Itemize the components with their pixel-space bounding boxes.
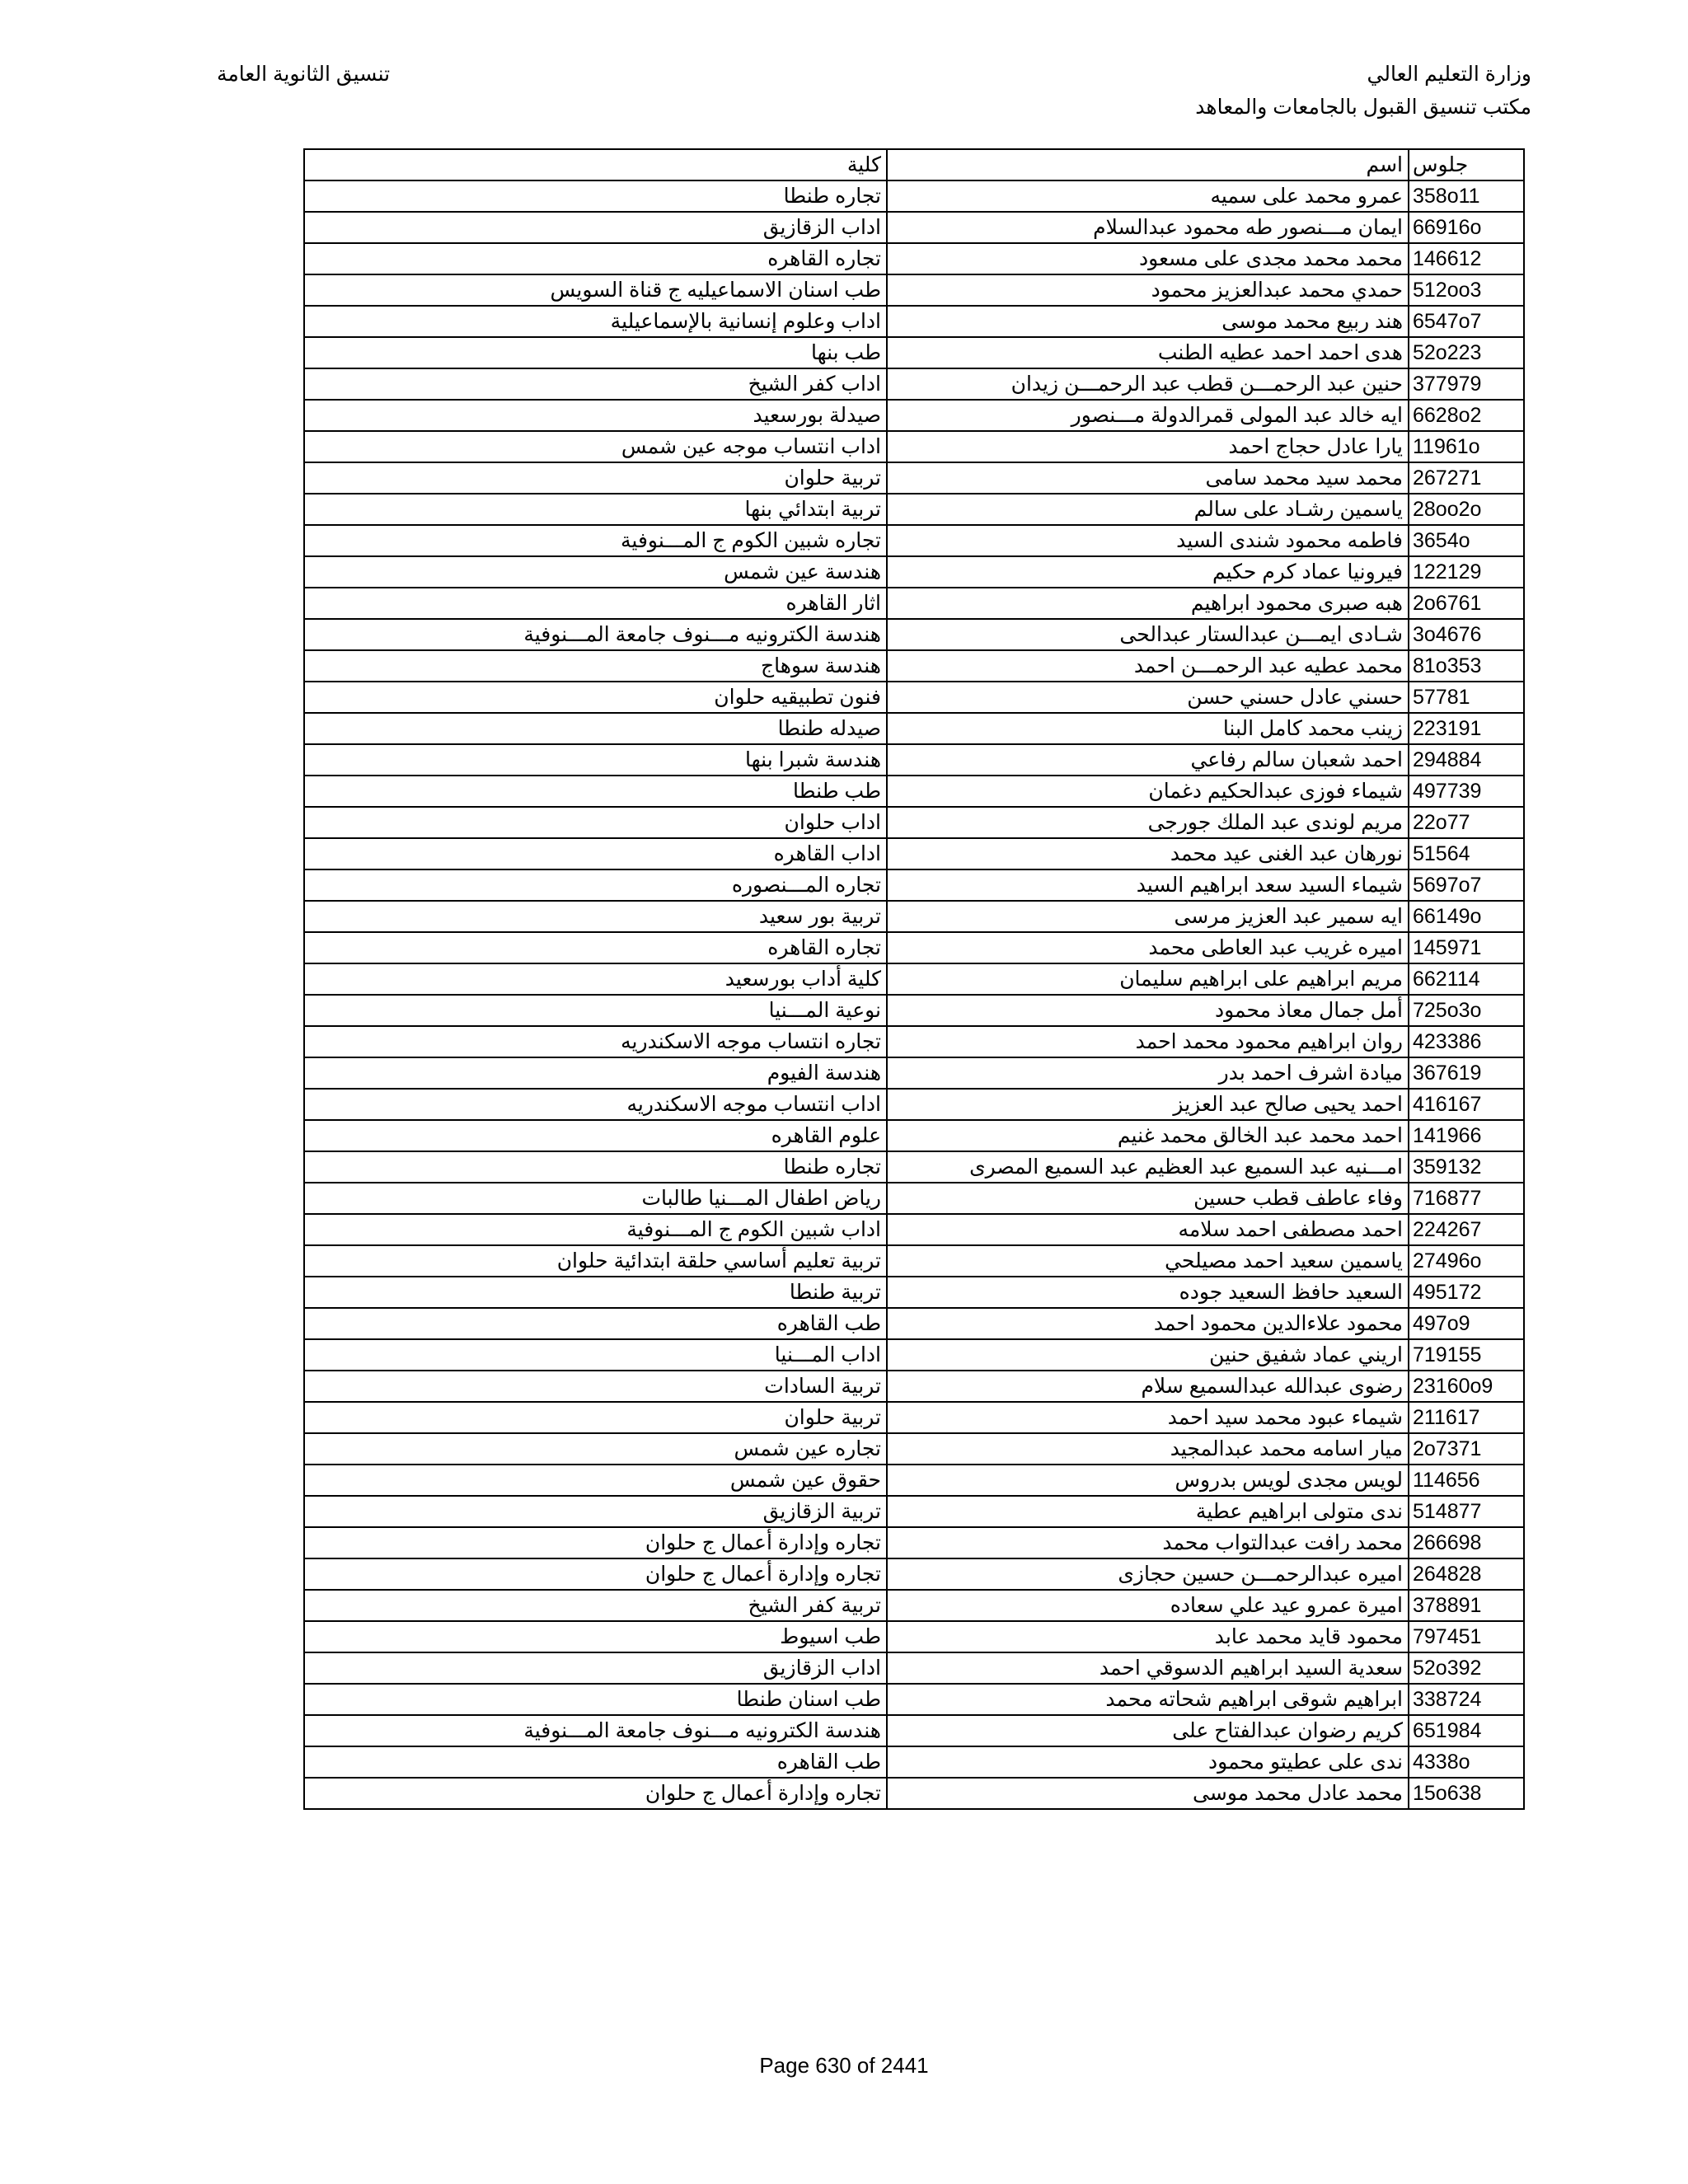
cell-seat: 4338o xyxy=(1409,1746,1524,1778)
cell-name: روان ابراهيم محمود محمد احمد xyxy=(887,1026,1409,1057)
table-row xyxy=(304,1590,1524,1621)
cell-college: هندسة عين شمس xyxy=(304,556,887,588)
header-college: كلية xyxy=(304,149,887,180)
cell-college: اداب انتساب موجه الاسكندريه xyxy=(304,1089,887,1120)
cell-name: ميار اسامه محمد عبدالمجيد xyxy=(887,1433,1409,1465)
cell-name: محمود قايد محمد عابد xyxy=(887,1621,1409,1652)
cell-seat: 52o392 xyxy=(1409,1652,1524,1684)
header-seat: جلوس xyxy=(1409,149,1524,180)
cell-name: محمد سيد محمد سامى xyxy=(887,462,1409,494)
cell-name: هبه صبرى محمود ابراهيم xyxy=(887,588,1409,619)
cell-college: طب القاهره xyxy=(304,1746,887,1778)
cell-college: تربية ابتدائي بنها xyxy=(304,494,887,525)
cell-name: حمدي محمد عبدالعزيز محمود xyxy=(887,274,1409,306)
table-row xyxy=(304,368,1524,400)
table-row xyxy=(304,306,1524,337)
cell-seat: 5697o7 xyxy=(1409,869,1524,901)
cell-college: طب بنها xyxy=(304,337,887,368)
cell-name: زينب محمد كامل البنا xyxy=(887,713,1409,744)
table-row xyxy=(304,462,1524,494)
cell-name: ندى متولى ابراهيم عطية xyxy=(887,1496,1409,1527)
cell-seat: 267271 xyxy=(1409,462,1524,494)
cell-college: طب اسيوط xyxy=(304,1621,887,1652)
cell-college: تربية السادات xyxy=(304,1371,887,1402)
cell-seat: 223191 xyxy=(1409,713,1524,744)
cell-seat: 114656 xyxy=(1409,1465,1524,1496)
cell-college: هندسة سوهاج xyxy=(304,650,887,682)
cell-college: تجاره عين شمس xyxy=(304,1433,887,1465)
table-row xyxy=(304,1245,1524,1277)
cell-college: اداب المـــنيا xyxy=(304,1339,887,1371)
cell-name: حنين عبد الرحمـــن قطب عبد الرحمـــن زيدان xyxy=(887,368,1409,400)
cell-college: اداب الزقازيق xyxy=(304,212,887,243)
table-row xyxy=(304,1089,1524,1120)
cell-seat: 11961o xyxy=(1409,431,1524,462)
table-row xyxy=(304,744,1524,776)
cell-seat: 725o3o xyxy=(1409,995,1524,1026)
cell-name: مريم ابراهيم على ابراهيم سليمان xyxy=(887,963,1409,995)
table-row xyxy=(304,650,1524,682)
header-name: اسم xyxy=(887,149,1409,180)
table-row xyxy=(304,588,1524,619)
table-row xyxy=(304,963,1524,995)
cell-college: طب طنطا xyxy=(304,776,887,807)
cell-name: اميره عبدالرحمـــن حسين حجازى xyxy=(887,1558,1409,1590)
cell-seat: 719155 xyxy=(1409,1339,1524,1371)
cell-name: محمود علاءالدين محمود احمد xyxy=(887,1308,1409,1339)
cell-college: تربية الزقازيق xyxy=(304,1496,887,1527)
cell-seat: 514877 xyxy=(1409,1496,1524,1527)
cell-seat: 497o9 xyxy=(1409,1308,1524,1339)
office-title: مكتب تنسيق القبول بالجامعات والمعاهد xyxy=(1195,96,1531,119)
cell-seat: 294884 xyxy=(1409,744,1524,776)
table-row xyxy=(304,212,1524,243)
cell-name: عمرو محمد على سميه xyxy=(887,180,1409,212)
table-row xyxy=(304,1465,1524,1496)
cell-college: اداب القاهره xyxy=(304,838,887,869)
cell-college: هندسة شبرا بنها xyxy=(304,744,887,776)
cell-seat: 146612 xyxy=(1409,243,1524,274)
cell-seat: 716877 xyxy=(1409,1183,1524,1214)
cell-seat: 6547o7 xyxy=(1409,306,1524,337)
section-title: تنسيق الثانوية العامة xyxy=(217,63,391,86)
cell-seat: 28oo2o xyxy=(1409,494,1524,525)
table-row xyxy=(304,1120,1524,1151)
table-row xyxy=(304,1746,1524,1778)
cell-name: محمد عادل محمد موسى xyxy=(887,1778,1409,1809)
cell-seat: 23160o9 xyxy=(1409,1371,1524,1402)
cell-college: تربية طنطا xyxy=(304,1277,887,1308)
table-row xyxy=(304,995,1524,1026)
cell-college: اداب انتساب موجه عين شمس xyxy=(304,431,887,462)
cell-college: تجاره وإدارة أعمال ج حلوان xyxy=(304,1778,887,1809)
cell-name: محمد عطيه عبد الرحمـــن احمد xyxy=(887,650,1409,682)
table-row xyxy=(304,180,1524,212)
cell-college: هندسة الكترونيه مـــنوف جامعة المـــنوفية xyxy=(304,619,887,650)
cell-college: صيدله طنطا xyxy=(304,713,887,744)
cell-name: شيماء عبود محمد سيد احمد xyxy=(887,1402,1409,1433)
cell-seat: 266698 xyxy=(1409,1527,1524,1558)
cell-name: وفاء عاطف قطب حسين xyxy=(887,1183,1409,1214)
cell-seat: 66916o xyxy=(1409,212,1524,243)
cell-name: مريم لوندى عبد الملك جورجى xyxy=(887,807,1409,838)
cell-seat: 497739 xyxy=(1409,776,1524,807)
table-row xyxy=(304,901,1524,932)
cell-name: ميادة اشرف احمد بدر xyxy=(887,1057,1409,1089)
cell-college: تجاره طنطا xyxy=(304,180,887,212)
cell-seat: 2o6761 xyxy=(1409,588,1524,619)
cell-seat: 3o4676 xyxy=(1409,619,1524,650)
cell-name: هدى احمد احمد عطيه الطنب xyxy=(887,337,1409,368)
ministry-title: وزارة التعليم العالي xyxy=(1367,63,1531,86)
cell-name: ابراهيم شوقى ابراهيم شحاته محمد xyxy=(887,1684,1409,1715)
cell-name: ايمان مـــنصور طه محمود عبدالسلام xyxy=(887,212,1409,243)
cell-college: تربية تعليم أساسي حلقة ابتدائية حلوان xyxy=(304,1245,887,1277)
cell-name: شيماء السيد سعد ابراهيم السيد xyxy=(887,869,1409,901)
cell-seat: 211617 xyxy=(1409,1402,1524,1433)
cell-name: حسني عادل حسني حسن xyxy=(887,682,1409,713)
cell-name: سعدية السيد ابراهيم الدسوقي احمد xyxy=(887,1652,1409,1684)
cell-seat: 15o638 xyxy=(1409,1778,1524,1809)
table-row xyxy=(304,713,1524,744)
table-row xyxy=(304,274,1524,306)
cell-seat: 359132 xyxy=(1409,1151,1524,1183)
cell-college: اداب كفر الشيخ xyxy=(304,368,887,400)
cell-seat: 264828 xyxy=(1409,1558,1524,1590)
cell-college: تجاره انتساب موجه الاسكندريه xyxy=(304,1026,887,1057)
cell-college: تجاره القاهره xyxy=(304,243,887,274)
table-row xyxy=(304,431,1524,462)
table-row xyxy=(304,1496,1524,1527)
table-row xyxy=(304,1558,1524,1590)
cell-college: اداب شبين الكوم ج المـــنوفية xyxy=(304,1214,887,1245)
table-row xyxy=(304,838,1524,869)
cell-seat: 512oo3 xyxy=(1409,274,1524,306)
cell-seat: 495172 xyxy=(1409,1277,1524,1308)
cell-seat: 2o7371 xyxy=(1409,1433,1524,1465)
cell-college: علوم القاهره xyxy=(304,1120,887,1151)
table-row xyxy=(304,243,1524,274)
cell-college: تجاره وإدارة أعمال ج حلوان xyxy=(304,1527,887,1558)
cell-seat: 81o353 xyxy=(1409,650,1524,682)
table-header-row xyxy=(304,149,1524,180)
cell-college: هندسة الكترونيه مـــنوف جامعة المـــنوفية xyxy=(304,1715,887,1746)
table-row xyxy=(304,1652,1524,1684)
cell-name: شيماء فوزى عبدالحكيم دغمان xyxy=(887,776,1409,807)
table-row xyxy=(304,400,1524,431)
cell-name: اميرة عمرو عيد علي سعاده xyxy=(887,1590,1409,1621)
cell-name: كريم رضوان عبدالفتاح على xyxy=(887,1715,1409,1746)
cell-college: تربية حلوان xyxy=(304,462,887,494)
cell-name: فيرونيا عماد كرم حكيم xyxy=(887,556,1409,588)
cell-seat: 423386 xyxy=(1409,1026,1524,1057)
cell-college: تجاره طنطا xyxy=(304,1151,887,1183)
page-number: Page 630 of 2441 xyxy=(759,2053,929,2078)
cell-college: طب اسنان الاسماعيليه ج قناة السويس xyxy=(304,274,887,306)
cell-college: تربية حلوان xyxy=(304,1402,887,1433)
cell-college: اثار القاهره xyxy=(304,588,887,619)
cell-seat: 377979 xyxy=(1409,368,1524,400)
cell-seat: 797451 xyxy=(1409,1621,1524,1652)
cell-college: فنون تطبيقيه حلوان xyxy=(304,682,887,713)
cell-college: تربية كفر الشيخ xyxy=(304,1590,887,1621)
cell-seat: 27496o xyxy=(1409,1245,1524,1277)
cell-name: ندى على عطيتو محمود xyxy=(887,1746,1409,1778)
cell-seat: 141966 xyxy=(1409,1120,1524,1151)
cell-seat: 651984 xyxy=(1409,1715,1524,1746)
table-row xyxy=(304,1277,1524,1308)
table-row xyxy=(304,1715,1524,1746)
table-row xyxy=(304,1057,1524,1089)
table-row xyxy=(304,1183,1524,1214)
cell-college: رياض اطفال المـــنيا طالبات xyxy=(304,1183,887,1214)
table-row xyxy=(304,1621,1524,1652)
cell-seat: 3654o xyxy=(1409,525,1524,556)
results-table xyxy=(303,148,1523,1810)
cell-college: تجاره وإدارة أعمال ج حلوان xyxy=(304,1558,887,1590)
cell-name: اريني عماد شفيق حنين xyxy=(887,1339,1409,1371)
cell-college: اداب حلوان xyxy=(304,807,887,838)
cell-name: نورهان عبد الغنى عيد محمد xyxy=(887,838,1409,869)
table-row xyxy=(304,1371,1524,1402)
table-row xyxy=(304,1433,1524,1465)
cell-college: اداب الزقازيق xyxy=(304,1652,887,1684)
cell-seat: 224267 xyxy=(1409,1214,1524,1245)
cell-name: السعيد حافظ السعيد جوده xyxy=(887,1277,1409,1308)
cell-seat: 416167 xyxy=(1409,1089,1524,1120)
cell-name: احمد مصطفى احمد سلامه xyxy=(887,1214,1409,1245)
cell-name: فاطمه محمود شندى السيد xyxy=(887,525,1409,556)
table-row xyxy=(304,1214,1524,1245)
cell-college: تربية بور سعيد xyxy=(304,901,887,932)
cell-seat: 22o77 xyxy=(1409,807,1524,838)
cell-college: هندسة الفيوم xyxy=(304,1057,887,1089)
table-row xyxy=(304,1402,1524,1433)
table-row xyxy=(304,1308,1524,1339)
cell-name: اميره غريب عبد العاطى محمد xyxy=(887,932,1409,963)
table-row xyxy=(304,869,1524,901)
cell-seat: 51564 xyxy=(1409,838,1524,869)
table-row xyxy=(304,337,1524,368)
cell-name: احمد محمد عبد الخالق محمد غنيم xyxy=(887,1120,1409,1151)
cell-name: احمد يحيى صالح عبد العزيز xyxy=(887,1089,1409,1120)
cell-name: احمد شعبان سالم رفاعي xyxy=(887,744,1409,776)
cell-name: محمد محمد مجدى على مسعود xyxy=(887,243,1409,274)
cell-college: طب القاهره xyxy=(304,1308,887,1339)
cell-seat: 52o223 xyxy=(1409,337,1524,368)
cell-seat: 662114 xyxy=(1409,963,1524,995)
cell-college: تجاره القاهره xyxy=(304,932,887,963)
table-row xyxy=(304,1778,1524,1809)
cell-name: ياسمين سعيد احمد مصيلحي xyxy=(887,1245,1409,1277)
cell-name: شـادى ايمـــن عبدالستار عبدالحى xyxy=(887,619,1409,650)
cell-college: حقوق عين شمس xyxy=(304,1465,887,1496)
table-row xyxy=(304,556,1524,588)
table-row xyxy=(304,1026,1524,1057)
cell-seat: 57781 xyxy=(1409,682,1524,713)
cell-college: تجاره شبين الكوم ج المـــنوفية xyxy=(304,525,887,556)
cell-name: ياسمين رشـاد على سالم xyxy=(887,494,1409,525)
table-row xyxy=(304,619,1524,650)
cell-name: لويس مجدى لويس بدروس xyxy=(887,1465,1409,1496)
table-row xyxy=(304,1527,1524,1558)
table-row xyxy=(304,932,1524,963)
table-row xyxy=(304,1684,1524,1715)
cell-name: هند ربيع محمد موسى xyxy=(887,306,1409,337)
cell-seat: 367619 xyxy=(1409,1057,1524,1089)
table-row xyxy=(304,1151,1524,1183)
table-row xyxy=(304,807,1524,838)
cell-college: تجاره المـــنصوره xyxy=(304,869,887,901)
cell-college: نوعية المـــنيا xyxy=(304,995,887,1026)
cell-name: أمل جمال معاذ محمود xyxy=(887,995,1409,1026)
table-row xyxy=(304,682,1524,713)
cell-college: طب اسنان طنطا xyxy=(304,1684,887,1715)
cell-college: صيدلة بورسعيد xyxy=(304,400,887,431)
cell-college: كلية أداب بورسعيد xyxy=(304,963,887,995)
cell-seat: 358o11 xyxy=(1409,180,1524,212)
table-row xyxy=(304,494,1524,525)
table-row xyxy=(304,1339,1524,1371)
cell-name: رضوى عبدالله عبدالسميع سلام xyxy=(887,1371,1409,1402)
cell-name: امـــنيه عبد السميع عبد العظيم عبد السميع المصرى xyxy=(887,1151,1409,1183)
cell-seat: 6628o2 xyxy=(1409,400,1524,431)
cell-seat: 145971 xyxy=(1409,932,1524,963)
table-row xyxy=(304,776,1524,807)
cell-name: محمد رافت عبدالتواب محمد xyxy=(887,1527,1409,1558)
cell-name: يارا عادل حجاج احمد xyxy=(887,431,1409,462)
cell-seat: 122129 xyxy=(1409,556,1524,588)
cell-seat: 66149o xyxy=(1409,901,1524,932)
cell-name: ايه سمير عبد العزيز مرسى xyxy=(887,901,1409,932)
cell-college: اداب وعلوم إنسانية بالإسماعيلية xyxy=(304,306,887,337)
cell-seat: 338724 xyxy=(1409,1684,1524,1715)
table-row xyxy=(304,525,1524,556)
cell-name: ايه خالد عبد المولى قمرالدولة مـــنصور xyxy=(887,400,1409,431)
cell-seat: 378891 xyxy=(1409,1590,1524,1621)
